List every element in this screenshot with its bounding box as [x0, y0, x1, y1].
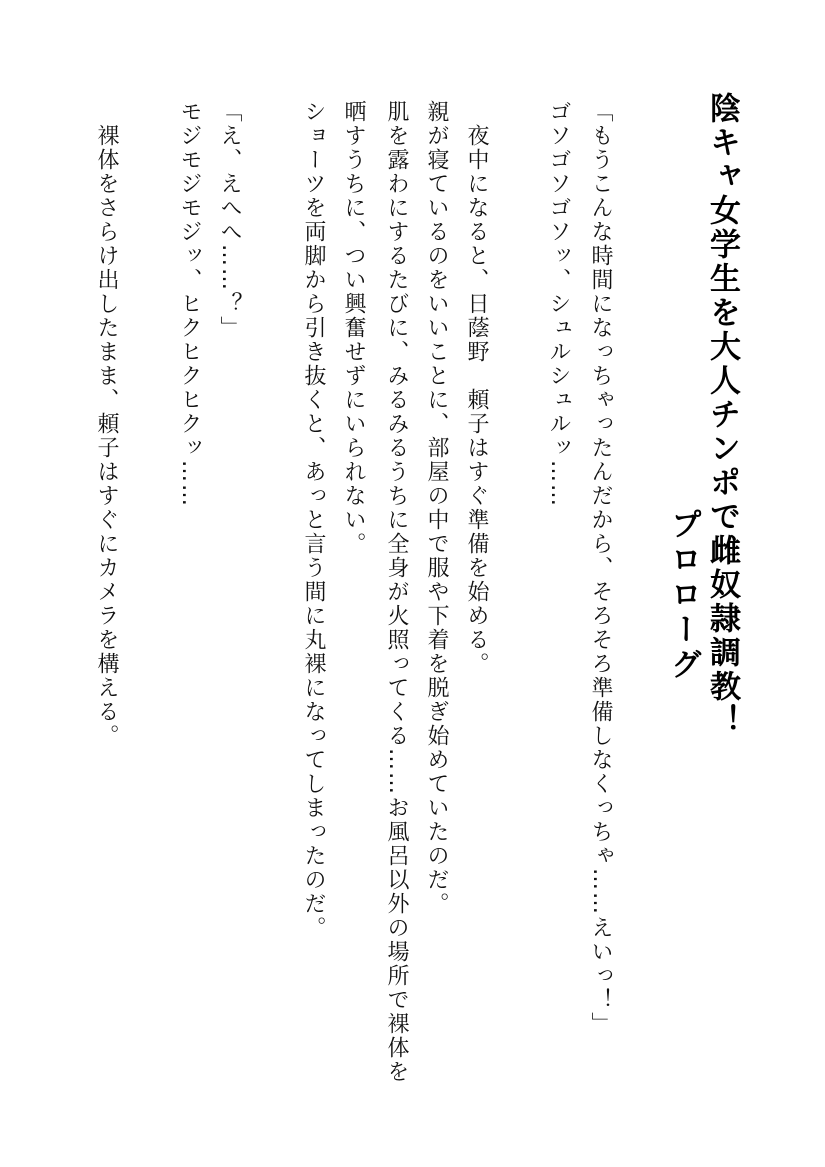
paragraph-6: 晒すうちに、つい興奮せずにいられない。 [341, 100, 366, 556]
paragraph-2: ゴソゴソゴソッ、シュルシュルッ…… [546, 100, 571, 508]
paragraph-7: ショーツを両脚から引き抜くと、あっと言う間に丸裸になってしまったのだ。 [301, 100, 326, 940]
paragraph-3: 夜中になると、日蔭野 頼子はすぐ準備を始める。 [464, 124, 489, 676]
section-heading: プロローグ [665, 508, 701, 683]
page-title: 陰キャ女学生を大人チンポで雌奴隷調教！ [704, 92, 740, 738]
paragraph-1: 「もうこんな時間になっちゃったんだから、そろそろ準備しなくっちゃ……えいっ！」 [588, 100, 613, 1036]
paragraph-4: 親が寝ているのをいいことに、部屋の中で服や下着を脱ぎ始めていたのだ。 [424, 100, 449, 916]
paragraph-10: 裸体をさらけ出したまま、頼子はすぐにカメラを構える。 [94, 124, 119, 748]
paragraph-9: モジモジモジッ、ヒクヒクヒクッ…… [177, 100, 202, 508]
paragraph-5: 肌を露わにするたびに、みるみるうちに全身が火照ってくる……お風呂以外の場所で裸体を [384, 100, 409, 1084]
paragraph-8: 「え、えへへ……？」 [217, 100, 242, 340]
